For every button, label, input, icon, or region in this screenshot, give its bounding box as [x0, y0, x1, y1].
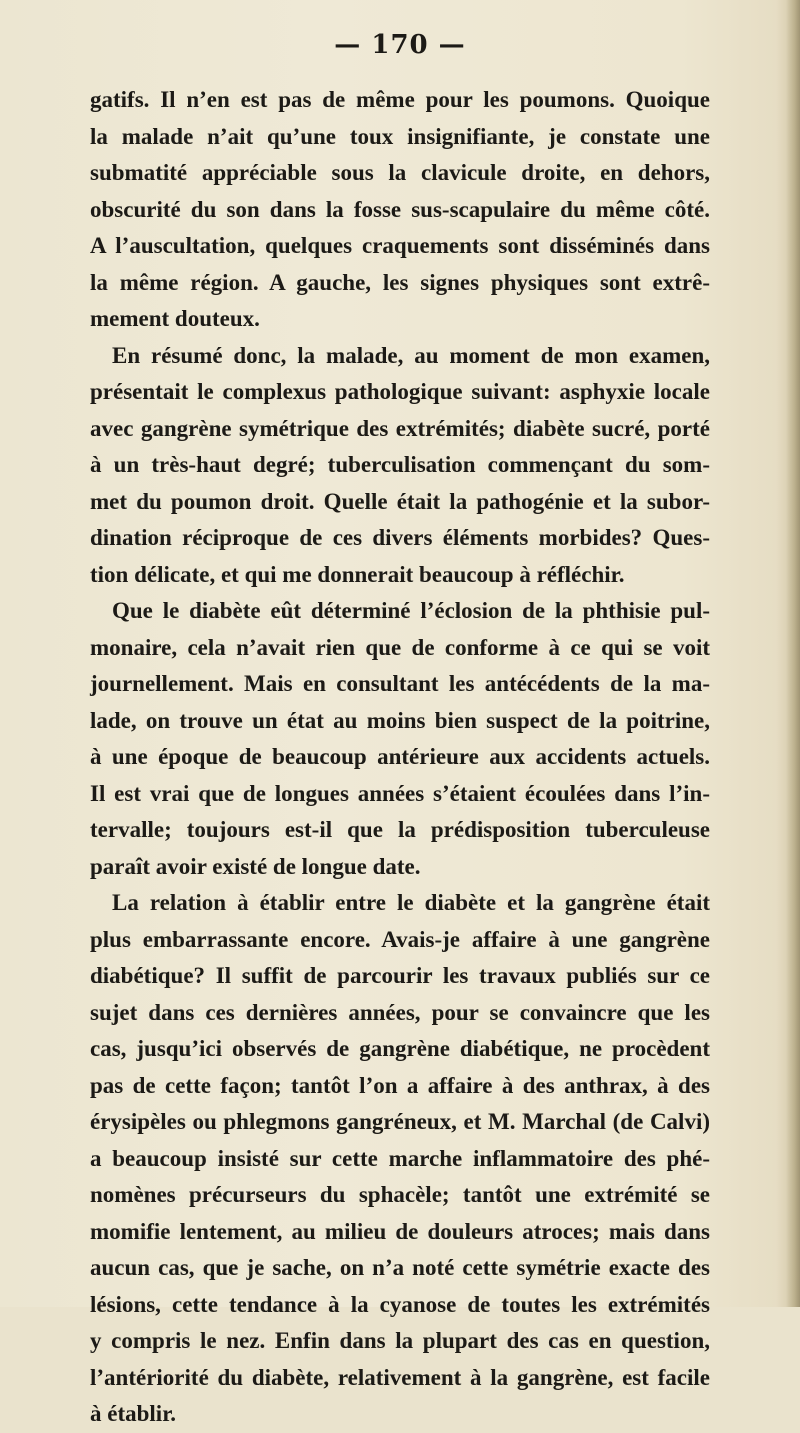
page-edge-shadow	[786, 0, 800, 1307]
text-line: tervalle; toujours est-il que la prédisposition tuberculeuse	[90, 817, 710, 842]
text-line: tion délicate, et qui me donnerait beaucoup à réfléchir.	[90, 561, 625, 587]
text-line: obscurité du son dans la fosse sus-scapulaire du même côté.	[90, 196, 710, 222]
text-line: journellement. Mais en consultant les antécédents de la ma-	[90, 671, 710, 696]
text-line: dination réciproque de ces divers éléments morbides? Ques-	[90, 525, 710, 550]
text-line: pas de cette façon; tantôt l’on a affaire à des anthrax, à des	[90, 1072, 710, 1098]
paragraph-start-line: La relation à établir entre le diabète et la gangrène était	[112, 890, 710, 915]
text-line: lade, on trouve un état au moins bien suspect de la poitrine,	[90, 707, 710, 733]
text-line: l’antériorité du diabète, relativement à la gangrène, est facile	[90, 1364, 710, 1390]
text-line: aucun cas, que je sache, on n’a noté cette symétrie exacte des	[90, 1255, 710, 1280]
text-line: plus embarrassante encore. Avais-je affaire à une gangrène	[90, 926, 710, 952]
paragraph-start-line: Que le diabète eût déterminé l’éclosion de la phthisie pul-	[112, 598, 710, 623]
text-line: lésions, cette tendance à la cyanose de toutes les extrémités	[90, 1291, 710, 1317]
text-line: A l’auscultation, quelques craquements sont disséminés dans	[90, 233, 710, 258]
text-line: gatifs. Il n’en est pas de même pour les poumons. Quoique	[90, 87, 710, 112]
page-number: — 170 —	[334, 30, 466, 60]
body-text	[90, 82, 710, 1433]
text-line: érysipèles ou phlegmons gangréneux, et M. Marchal (de Calvi)	[90, 1109, 710, 1134]
text-line: submatité appréciable sous la clavicule droite, en dehors,	[90, 160, 710, 185]
text-line: a beaucoup insisté sur cette marche inflammatoire des phé-	[90, 1145, 710, 1171]
text-line: paraît avoir existé de longue date.	[90, 853, 421, 879]
text-line: met du poumon droit. Quelle était la pathogénie et la subor-	[90, 488, 710, 514]
text-line: à une époque de beaucoup antérieure aux accidents actuels.	[90, 744, 710, 769]
text-line: sujet dans ces dernières années, pour se convaincre que les	[90, 999, 710, 1025]
paragraph-start-line: En résumé donc, la malade, au moment de mon examen,	[112, 342, 710, 368]
text-line: Il est vrai que de longues années s’étaient écoulées dans l’in-	[90, 780, 710, 806]
text-line: monaire, cela n’avait rien que de conforme à ce qui se voit	[90, 634, 710, 660]
text-line: avec gangrène symétrique des extrémités; diabète sucré, porté	[90, 415, 710, 441]
text-line: y compris le nez. Enfin dans la plupart des cas en question,	[90, 1328, 710, 1353]
text-line: momifie lentement, au milieu de douleurs atroces; mais dans	[90, 1218, 710, 1244]
text-line: présentait le complexus pathologique suivant: asphyxie locale	[90, 379, 710, 404]
text-line: la malade n’ait qu’une toux insignifiante, je constate une	[90, 123, 710, 149]
text-line: la même région. A gauche, les signes physiques sont extrê-	[90, 269, 710, 295]
text-line: à établir.	[90, 1401, 177, 1426]
text-line: diabétique? Il suffit de parcourir les travaux publiés sur ce	[90, 963, 710, 988]
text-line: nomènes précurseurs du sphacèle; tantôt une extrémité se	[90, 1182, 710, 1207]
text-line: à un très-haut degré; tuberculisation commençant du som-	[90, 452, 710, 477]
text-line: mement douteux.	[90, 306, 260, 331]
text-line: cas, jusqu’ici observés de gangrène diabétique, ne procèdent	[90, 1036, 710, 1061]
